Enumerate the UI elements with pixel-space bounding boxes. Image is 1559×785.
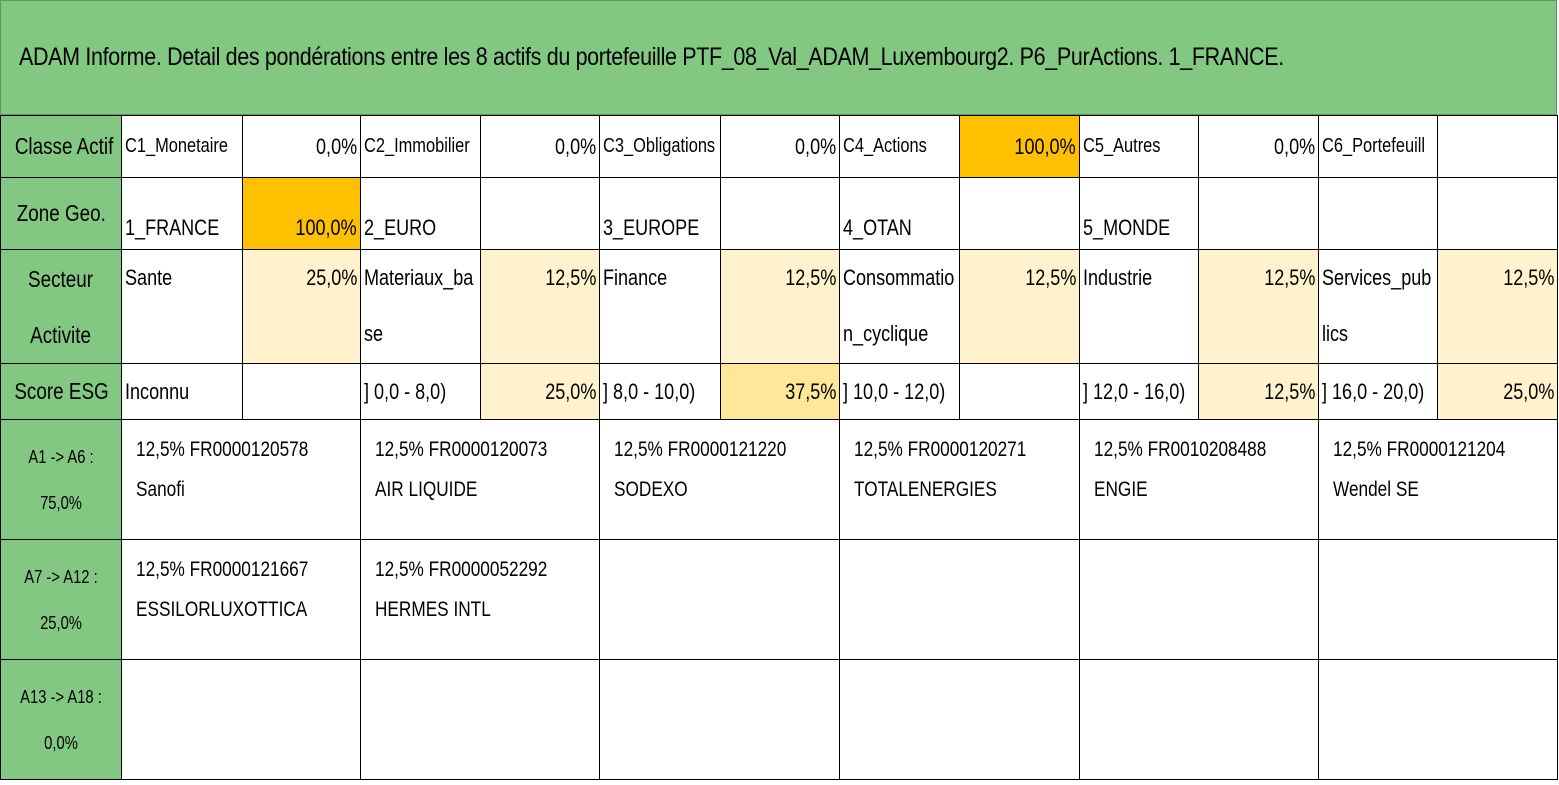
row-label-zone: Zone Geo. (1, 178, 122, 250)
secteur-value-1[interactable]: 25,0% (243, 250, 361, 364)
zone-name-4[interactable]: 4_OTAN (840, 178, 960, 250)
asset-cell-a3[interactable]: 12,5% FR0000121220 SODEXO (600, 420, 840, 540)
esg-value-6[interactable]: 25,0% (1438, 364, 1558, 420)
row-score-esg (1, 364, 1558, 420)
asset-cell-a6[interactable]: 12,5% FR0000121204 Wendel SE (1319, 420, 1558, 540)
esg-name-2[interactable]: ] 0,0 - 8,0) (361, 364, 481, 420)
row-classe-actif (1, 116, 1558, 178)
zone-value-5[interactable] (1199, 178, 1319, 250)
row-assets-a13-a18 (1, 660, 1558, 780)
esg-value-4[interactable] (960, 364, 1080, 420)
zone-value-2[interactable] (481, 178, 600, 250)
classe-name-1[interactable]: C1_Monetaire (122, 116, 243, 178)
secteur-name-2[interactable]: Materiaux_base (361, 250, 481, 364)
classe-value-1[interactable]: 0,0% (243, 116, 361, 178)
asset-cell-a7[interactable]: 12,5% FR0000121667 ESSILORLUXOTTICA (122, 540, 361, 660)
row-zone-geo (1, 178, 1558, 250)
row-assets-a1-a6 (1, 420, 1558, 540)
asset-cell-a1[interactable]: 12,5% FR0000120578 Sanofi (122, 420, 361, 540)
esg-name-6[interactable]: ] 16,0 - 20,0) (1319, 364, 1438, 420)
zone-value-3[interactable] (721, 178, 840, 250)
secteur-value-3[interactable]: 12,5% (721, 250, 840, 364)
weights-table (0, 115, 1558, 780)
report-title: ADAM Informe. Detail des pondérations entre les 8 actifs du portefeuille PTF_08_Val_ADAM_Luxembourg2. P6_PurActions. 1_FRANCE. (0, 0, 1557, 115)
classe-value-2[interactable]: 0,0% (481, 116, 600, 178)
asset-cell-a4[interactable]: 12,5% FR0000120271 TOTALENERGIES (840, 420, 1080, 540)
asset-cell-a10[interactable] (840, 540, 1080, 660)
esg-value-3[interactable]: 37,5% (721, 364, 840, 420)
zone-name-1[interactable]: 1_FRANCE (122, 178, 243, 250)
asset-cell-a8[interactable]: 12,5% FR0000052292 HERMES INTL (361, 540, 600, 660)
esg-name-3[interactable]: ] 8,0 - 10,0) (600, 364, 721, 420)
zone-value-1[interactable]: 100,0% (243, 178, 361, 250)
asset-cell-a13[interactable] (122, 660, 361, 780)
esg-name-4[interactable]: ] 10,0 - 12,0) (840, 364, 960, 420)
asset-cell-a5[interactable]: 12,5% FR0010208488 ENGIE (1080, 420, 1319, 540)
asset-group-label-1: A1 -> A6 : 75,0% (1, 420, 122, 540)
zone-name-5[interactable]: 5_MONDE (1080, 178, 1199, 250)
classe-value-3[interactable]: 0,0% (721, 116, 840, 178)
row-label-classe: Classe Actif (1, 116, 122, 178)
secteur-name-5[interactable]: Industrie (1080, 250, 1199, 364)
row-label-secteur: Secteur Activite (1, 250, 122, 364)
classe-value-6[interactable] (1438, 116, 1558, 178)
asset-cell-a18[interactable] (1319, 660, 1558, 780)
asset-cell-a14[interactable] (361, 660, 600, 780)
classe-value-4[interactable]: 100,0% (960, 116, 1080, 178)
row-assets-a7-a12 (1, 540, 1558, 660)
esg-value-2[interactable]: 25,0% (481, 364, 600, 420)
zone-name-3[interactable]: 3_EUROPE (600, 178, 721, 250)
asset-cell-a15[interactable] (600, 660, 840, 780)
secteur-name-4[interactable]: Consommation_cyclique (840, 250, 960, 364)
classe-name-4[interactable]: C4_Actions (840, 116, 960, 178)
asset-cell-a11[interactable] (1080, 540, 1319, 660)
classe-value-5[interactable]: 0,0% (1199, 116, 1319, 178)
esg-value-5[interactable]: 12,5% (1199, 364, 1319, 420)
asset-cell-a9[interactable] (600, 540, 840, 660)
classe-name-6[interactable]: C6_Portefeuill (1319, 116, 1438, 178)
esg-name-1[interactable]: Inconnu (122, 364, 243, 420)
secteur-name-1[interactable]: Sante (122, 250, 243, 364)
classe-name-5[interactable]: C5_Autres (1080, 116, 1199, 178)
classe-name-2[interactable]: C2_Immobilier (361, 116, 481, 178)
zone-value-6[interactable] (1438, 178, 1558, 250)
secteur-value-6[interactable]: 12,5% (1438, 250, 1558, 364)
esg-name-5[interactable]: ] 12,0 - 16,0) (1080, 364, 1199, 420)
asset-group-label-3: A13 -> A18 : 0,0% (1, 660, 122, 780)
secteur-name-3[interactable]: Finance (600, 250, 721, 364)
row-label-esg: Score ESG (1, 364, 122, 420)
zone-name-2[interactable]: 2_EURO (361, 178, 481, 250)
zone-name-6[interactable] (1319, 178, 1438, 250)
asset-cell-a17[interactable] (1080, 660, 1319, 780)
esg-value-1[interactable] (243, 364, 361, 420)
secteur-value-5[interactable]: 12,5% (1199, 250, 1319, 364)
secteur-value-2[interactable]: 12,5% (481, 250, 600, 364)
asset-cell-a12[interactable] (1319, 540, 1558, 660)
classe-name-3[interactable]: C3_Obligations (600, 116, 721, 178)
zone-value-4[interactable] (960, 178, 1080, 250)
asset-cell-a2[interactable]: 12,5% FR0000120073 AIR LIQUIDE (361, 420, 600, 540)
asset-group-label-2: A7 -> A12 : 25,0% (1, 540, 122, 660)
asset-cell-a16[interactable] (840, 660, 1080, 780)
secteur-value-4[interactable]: 12,5% (960, 250, 1080, 364)
secteur-name-6[interactable]: Services_publics (1319, 250, 1438, 364)
row-secteur-activite (1, 250, 1558, 364)
